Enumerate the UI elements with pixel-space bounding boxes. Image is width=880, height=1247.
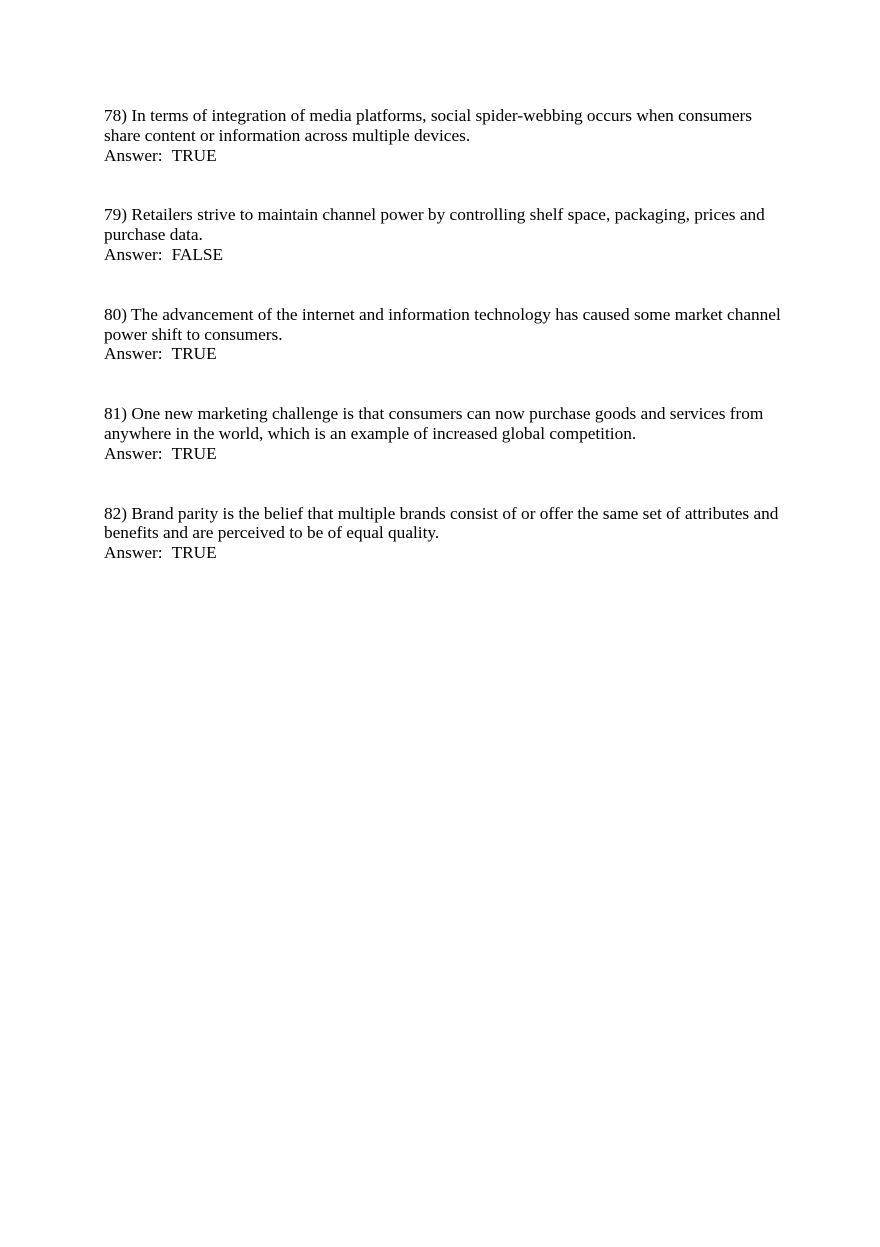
question-item-82 (104, 504, 784, 563)
answer-value: TRUE (171, 543, 217, 563)
answer-label: Answer: (104, 145, 163, 165)
question-item-81 (104, 404, 784, 463)
question-text: 80) The advancement of the internet and information technology has caused some market channel power shift to consumers. (104, 304, 781, 344)
question-item-79 (104, 205, 784, 264)
question-item-80 (104, 305, 784, 364)
question-text: 79) Retailers strive to maintain channel power by controlling shelf space, packaging, prices and purchase data. (104, 205, 765, 245)
question-list (104, 106, 784, 603)
answer-value: TRUE (171, 344, 217, 364)
answer-line (104, 344, 784, 364)
question-text: 78) In terms of integration of media platforms, social spider-webbing occurs when consumers share content or information across multiple devices. (104, 106, 753, 145)
answer-value: FALSE (171, 244, 224, 264)
answer-line (104, 444, 784, 464)
answer-line (104, 146, 784, 166)
question-text: 82) Brand parity is the belief that multiple brands consist of or offer the same set of attributes and benefits and are perceived to be of equal quality. (104, 503, 779, 543)
answer-value: TRUE (171, 145, 217, 165)
answer-label: Answer: (104, 344, 163, 364)
answer-line (104, 543, 784, 563)
answer-line (104, 245, 784, 265)
question-text: 81) One new marketing challenge is that consumers can now purchase goods and services from anywhere in the world, which is an example of increased global competition. (104, 404, 764, 443)
answer-label: Answer: (104, 443, 163, 463)
answer-label: Answer: (104, 244, 163, 264)
answer-label: Answer: (104, 543, 163, 563)
question-item-78 (104, 106, 784, 165)
answer-value: TRUE (171, 443, 217, 463)
